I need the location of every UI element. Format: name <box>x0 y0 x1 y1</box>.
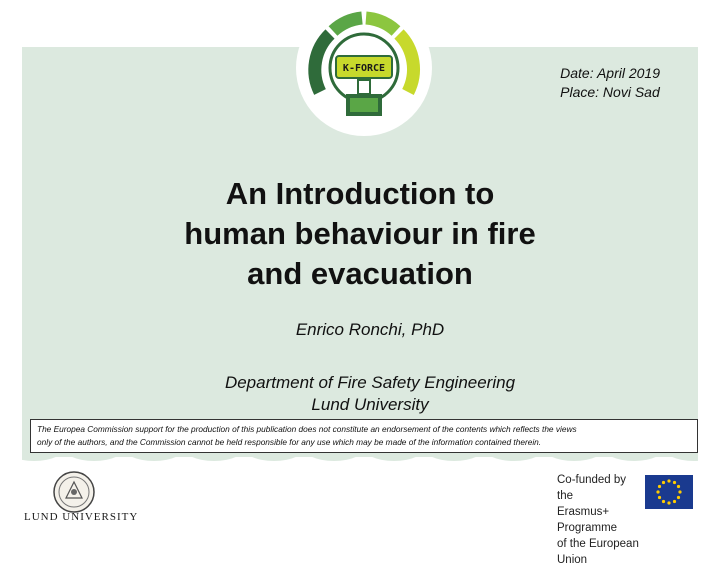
title-line-3: and evacuation <box>247 256 473 291</box>
kforce-logo <box>296 0 432 136</box>
place-label: Place: Novi Sad <box>560 84 660 100</box>
disclaimer-line-1: The Europea Commission support for the production of this publication does not constitute an endorsement of the contents which reflects the views <box>37 424 577 434</box>
affiliation-block <box>150 372 590 416</box>
eu-disclaimer-box <box>30 419 698 453</box>
disclaimer-line-2: only of the authors, and the Commission cannot be held responsible for any use which may be made of the information contained therein. <box>37 437 542 447</box>
lund-seal-icon <box>22 470 126 514</box>
title-line-1: An Introduction to <box>225 176 495 211</box>
department-name: Department of Fire Safety Engineering <box>224 373 516 392</box>
logo-text: K-FORCE <box>342 63 386 74</box>
cofund-line-2: Erasmus+ Programme <box>557 506 618 534</box>
university-name: Lund University <box>311 395 429 414</box>
eu-flag-icon <box>645 475 693 509</box>
slide-title <box>100 174 620 294</box>
date-place-block <box>560 64 660 102</box>
kforce-logo-icon <box>296 0 432 136</box>
title-line-2: human behaviour in fire <box>184 216 536 251</box>
erasmus-cofund-text <box>557 472 639 568</box>
cofund-line-1: Co-funded by the <box>557 474 627 502</box>
lund-university-name: LUND UNIVERSITY <box>24 511 139 523</box>
author-name: Enrico Ronchi, PhD <box>295 320 445 339</box>
cofund-line-3: of the European Union <box>557 538 639 566</box>
date-label: Date: April 2019 <box>560 65 660 81</box>
